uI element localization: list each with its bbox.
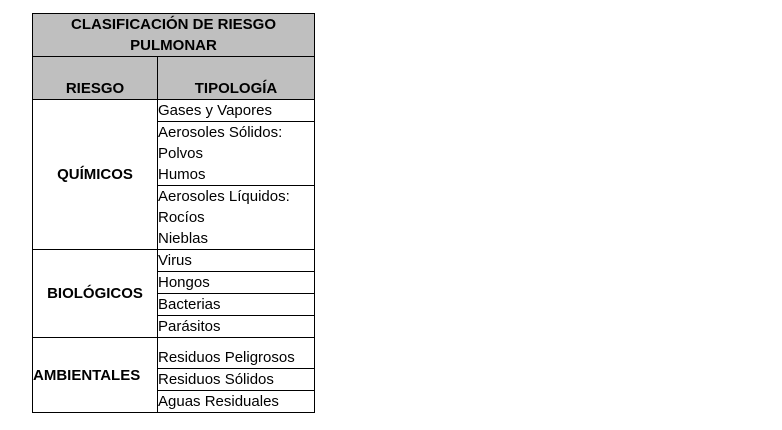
typology-line: Rocíos	[158, 209, 205, 226]
column-header-risk: RIESGO	[33, 57, 158, 100]
typology-line: Gases y Vapores	[158, 102, 272, 119]
typology-cell	[158, 391, 315, 413]
typology-cell	[158, 294, 315, 316]
typology-cell	[158, 100, 315, 122]
table-title	[33, 14, 315, 57]
typology-line: Bacterias	[158, 296, 221, 313]
risk-chemical: QUÍMICOS	[33, 100, 158, 250]
typology-line: Virus	[158, 252, 192, 269]
typology-line: Parásitos	[158, 318, 221, 335]
typology-line: Hongos	[158, 274, 210, 291]
typology-cell	[158, 338, 315, 369]
typology-line: Aerosoles Sólidos:	[158, 124, 283, 141]
table-row	[33, 100, 315, 122]
table-row	[33, 338, 315, 369]
typology-cell	[158, 122, 315, 186]
typology-line: Aerosoles Líquidos:	[158, 188, 290, 205]
table-title-line-2: PULMONAR	[130, 37, 217, 54]
typology-cell	[158, 369, 315, 391]
table-title-line-1: CLASIFICACIÓN DE RIESGO	[71, 16, 277, 33]
column-header-typology: TIPOLOGÍA	[158, 57, 315, 100]
risk-environmental: AMBIENTALES	[33, 338, 158, 413]
typology-cell	[158, 316, 315, 338]
typology-cell	[158, 186, 315, 250]
table-row	[33, 250, 315, 272]
typology-line: Nieblas	[158, 230, 209, 247]
typology-line: Polvos	[158, 145, 204, 162]
typology-cell	[158, 272, 315, 294]
risk-classification-table	[32, 13, 315, 413]
typology-line: Humos	[158, 166, 206, 183]
typology-line: Residuos Sólidos	[158, 371, 274, 388]
typology-line: Aguas Residuales	[158, 393, 279, 410]
risk-biological: BIOLÓGICOS	[33, 250, 158, 338]
typology-line: Residuos Peligrosos	[158, 349, 295, 366]
typology-cell	[158, 250, 315, 272]
